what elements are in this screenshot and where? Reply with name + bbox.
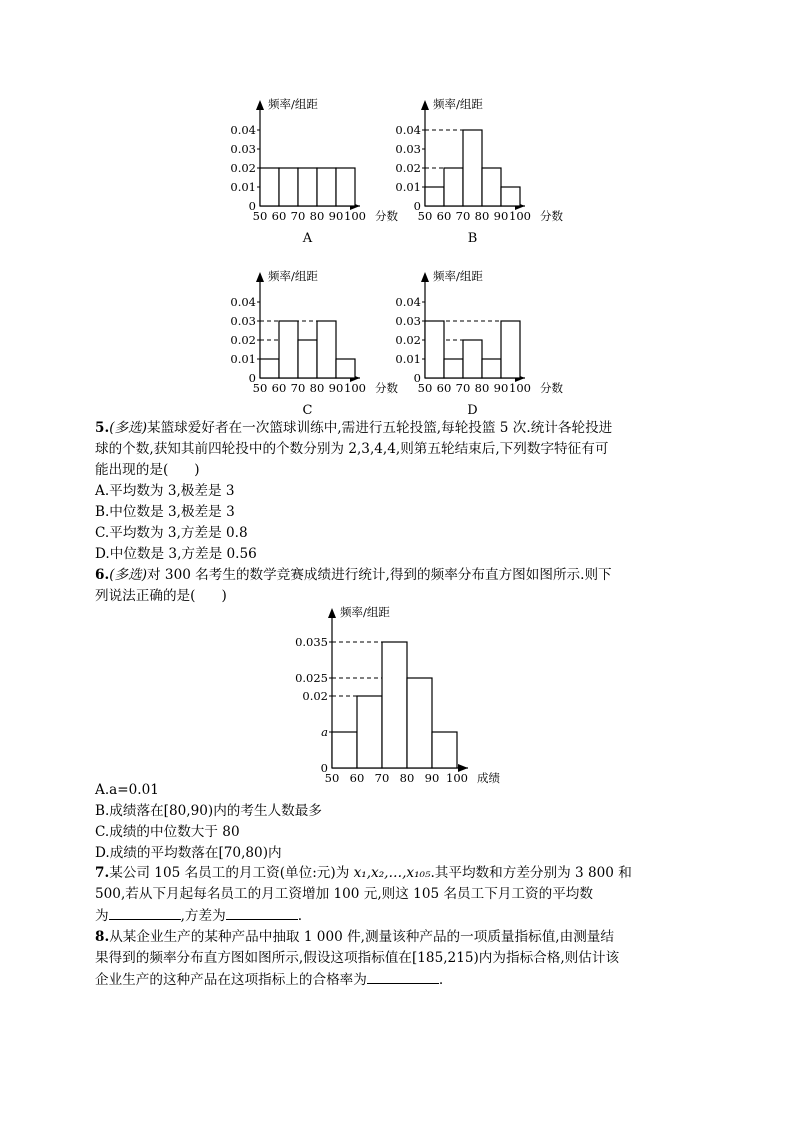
q5-option-b: B.中位数是 3,极差是 3 [95,504,235,520]
bar-60-70 [444,359,463,378]
bar-50-60 [425,321,444,378]
x-tick-label: 50 [417,209,433,223]
bar-50-60 [260,168,279,206]
y-tick-label: 0.03 [395,142,421,156]
x-tick-label: 80 [309,209,325,223]
q5-option-a: A.平均数为 3,极差是 3 [95,483,235,499]
histogram-chart-q6 [290,600,510,785]
y-axis-label: 频率/组距 [340,605,390,619]
q7-number: 7. [95,865,110,881]
x-tick-label: 60 [349,771,365,785]
q6-line-1: 6.(多选)对 300 名考生的数学竞赛成绩进行统计,得到的频率分布直方图如图所示.则下 [95,567,612,583]
q7-line-1: 7.某公司 105 名员工的月工资(单位:元)为 x₁,x₂,…,x₁₀₅.其平均数和方差分别为 3 800 和 [95,865,632,881]
x-axis-label: 分数 [375,381,398,395]
x-tick-label: 90 [493,381,509,395]
bar-80-90 [482,168,501,206]
bar-80-90 [317,168,336,206]
x-tick-label: 50 [252,381,268,395]
x-tick-label: 70 [374,771,390,785]
x-tick-label: 60 [271,381,287,395]
bar-60-70 [357,696,382,768]
y-tick-label: 0.04 [230,123,256,137]
y-axis-arrow [421,272,429,282]
x-tick-label: 60 [271,209,287,223]
q6-number: 6. [95,567,110,583]
x-tick-label: 70 [290,381,306,395]
question-7 [95,863,705,927]
histogram-chart-a [228,92,398,248]
y-tick-label: 0 [320,761,328,775]
y-tick-label: a [321,725,328,739]
q7-blank-mean[interactable] [109,905,181,920]
q5-number: 5. [95,420,110,436]
q6-option-a: A.a=0.01 [95,782,159,798]
x-tick-label: 100 [509,209,531,223]
bar-90-100 [336,359,355,378]
bar-60-70 [279,321,298,378]
q6-option-d: D.成绩的平均数落在[70,80)内 [95,845,282,861]
bar-80-90 [407,678,432,768]
q5-line-3: 能出现的是( ) [95,462,200,478]
bar-60-70 [279,168,298,206]
y-tick-label: 0.02 [395,161,421,175]
bar-70-80 [463,130,482,206]
y-tick-label: 0.02 [395,333,421,347]
y-tick-label: 0.02 [230,161,256,175]
bar-60-70 [444,168,463,206]
y-axis-arrow [328,608,336,618]
q6-option-c: C.成绩的中位数大于 80 [95,824,240,840]
y-tick-label: 0.02 [230,333,256,347]
bar-50-60 [332,732,357,768]
q7-variables: x₁,x₂,…,x₁₀₅ [353,865,431,881]
y-tick-label: 0 [248,371,256,385]
q7-line-2: 500,若从下月起每名员工的月工资增加 100 元,则这 105 名员工下月工资的平均数 [95,886,593,902]
y-tick-label: 0.03 [230,142,256,156]
bar-90-100 [501,321,520,378]
x-tick-label: 100 [446,771,468,785]
q7-blank-variance[interactable] [226,905,298,920]
bar-50-60 [260,359,279,378]
y-tick-label: 0 [413,371,421,385]
x-tick-label: 80 [474,209,490,223]
y-tick-label: 0.025 [295,671,328,685]
q6-option-b: B.成绩落在[80,90)内的考生人数最多 [95,803,322,819]
bar-80-90 [482,359,501,378]
x-tick-label: 90 [328,381,344,395]
bar-70-80 [298,168,317,206]
x-tick-label: 80 [399,771,415,785]
x-tick-label: 50 [252,209,268,223]
x-tick-label: 70 [455,209,471,223]
chart-caption: D [467,403,478,418]
q7-line-3: 为 ,方差为 . [95,905,705,927]
bar-70-80 [298,340,317,378]
q8-line-3: 企业生产的这种产品在这项指标上的合格率为 . [95,969,705,991]
y-tick-label: 0.03 [230,314,256,328]
y-tick-label: 0.04 [230,295,256,309]
question-8 [95,927,705,991]
q5-line-1: 5.(多选)某篮球爱好者在一次篮球训练中,需进行五轮投篮,每轮投篮 5 次.统计各轮投进 [95,420,613,436]
q5-line-2: 球的个数,获知其前四轮投中的个数分别为 2,3,4,4,则第五轮结束后,下列数字特征有可 [95,441,609,457]
y-tick-label: 0.01 [395,180,421,194]
y-axis-label: 频率/组距 [268,97,318,111]
y-axis-arrow [256,100,264,110]
x-axis-label: 成绩 [477,771,500,785]
x-tick-label: 90 [424,771,440,785]
histogram-chart-b [393,92,568,248]
y-tick-label: 0.01 [395,352,421,366]
y-tick-label: 0.04 [395,123,421,137]
y-tick-label: 0.04 [395,295,421,309]
q6-tag: (多选) [109,567,147,583]
y-tick-label: 0 [248,199,256,213]
x-tick-label: 100 [344,209,366,223]
x-axis-label: 分数 [540,381,563,395]
y-axis-arrow [256,272,264,282]
bar-80-90 [317,321,336,378]
bar-90-100 [501,187,520,206]
x-tick-label: 100 [344,381,366,395]
x-tick-label: 100 [509,381,531,395]
bar-90-100 [432,732,457,768]
q8-line-1: 8.从某企业生产的某种产品中抽取 1 000 件,测量该种产品的一项质量指标值,由测量结 [95,929,614,945]
y-tick-label: 0.03 [395,314,421,328]
x-tick-label: 80 [474,381,490,395]
q5-option-c: C.平均数为 3,方差是 0.8 [95,525,248,541]
bar-70-80 [463,340,482,378]
q8-number: 8. [95,929,110,945]
histogram-chart-d [393,264,568,420]
y-tick-label: 0.01 [230,352,256,366]
x-tick-label: 50 [417,381,433,395]
x-tick-label: 60 [436,381,452,395]
chart-caption: A [302,231,313,246]
q8-blank-pass-rate[interactable] [367,969,439,984]
x-tick-label: 50 [324,771,340,785]
q5-option-d: D.中位数是 3,方差是 0.56 [95,546,257,562]
x-tick-label: 70 [290,209,306,223]
bar-70-80 [382,642,407,768]
chart-caption: C [302,403,313,418]
x-tick-label: 90 [328,209,344,223]
x-axis-label: 分数 [540,209,563,223]
bar-90-100 [336,168,355,206]
chart-caption: B [467,231,478,246]
q6-options [95,780,705,864]
question-5 [95,418,705,565]
y-axis-label: 频率/组距 [433,97,483,111]
q6-line-2: 列说法正确的是( ) [95,588,227,604]
y-tick-label: 0 [413,199,421,213]
y-axis-arrow [421,100,429,110]
x-tick-label: 60 [436,209,452,223]
y-tick-label: 0.035 [295,635,328,649]
bar-50-60 [425,187,444,206]
y-axis-label: 频率/组距 [268,269,318,283]
q5-tag: (多选) [109,420,147,436]
x-tick-label: 80 [309,381,325,395]
histogram-chart-c [228,264,398,420]
y-axis-label: 频率/组距 [433,269,483,283]
x-axis-label: 分数 [375,209,398,223]
y-tick-label: 0.02 [302,689,328,703]
x-tick-label: 70 [455,381,471,395]
y-tick-label: 0.01 [230,180,256,194]
x-tick-label: 90 [493,209,509,223]
q8-line-2: 果得到的频率分布直方图如图所示,假设这项指标值在[185,215)内为指标合格,则估计该 [95,950,620,966]
